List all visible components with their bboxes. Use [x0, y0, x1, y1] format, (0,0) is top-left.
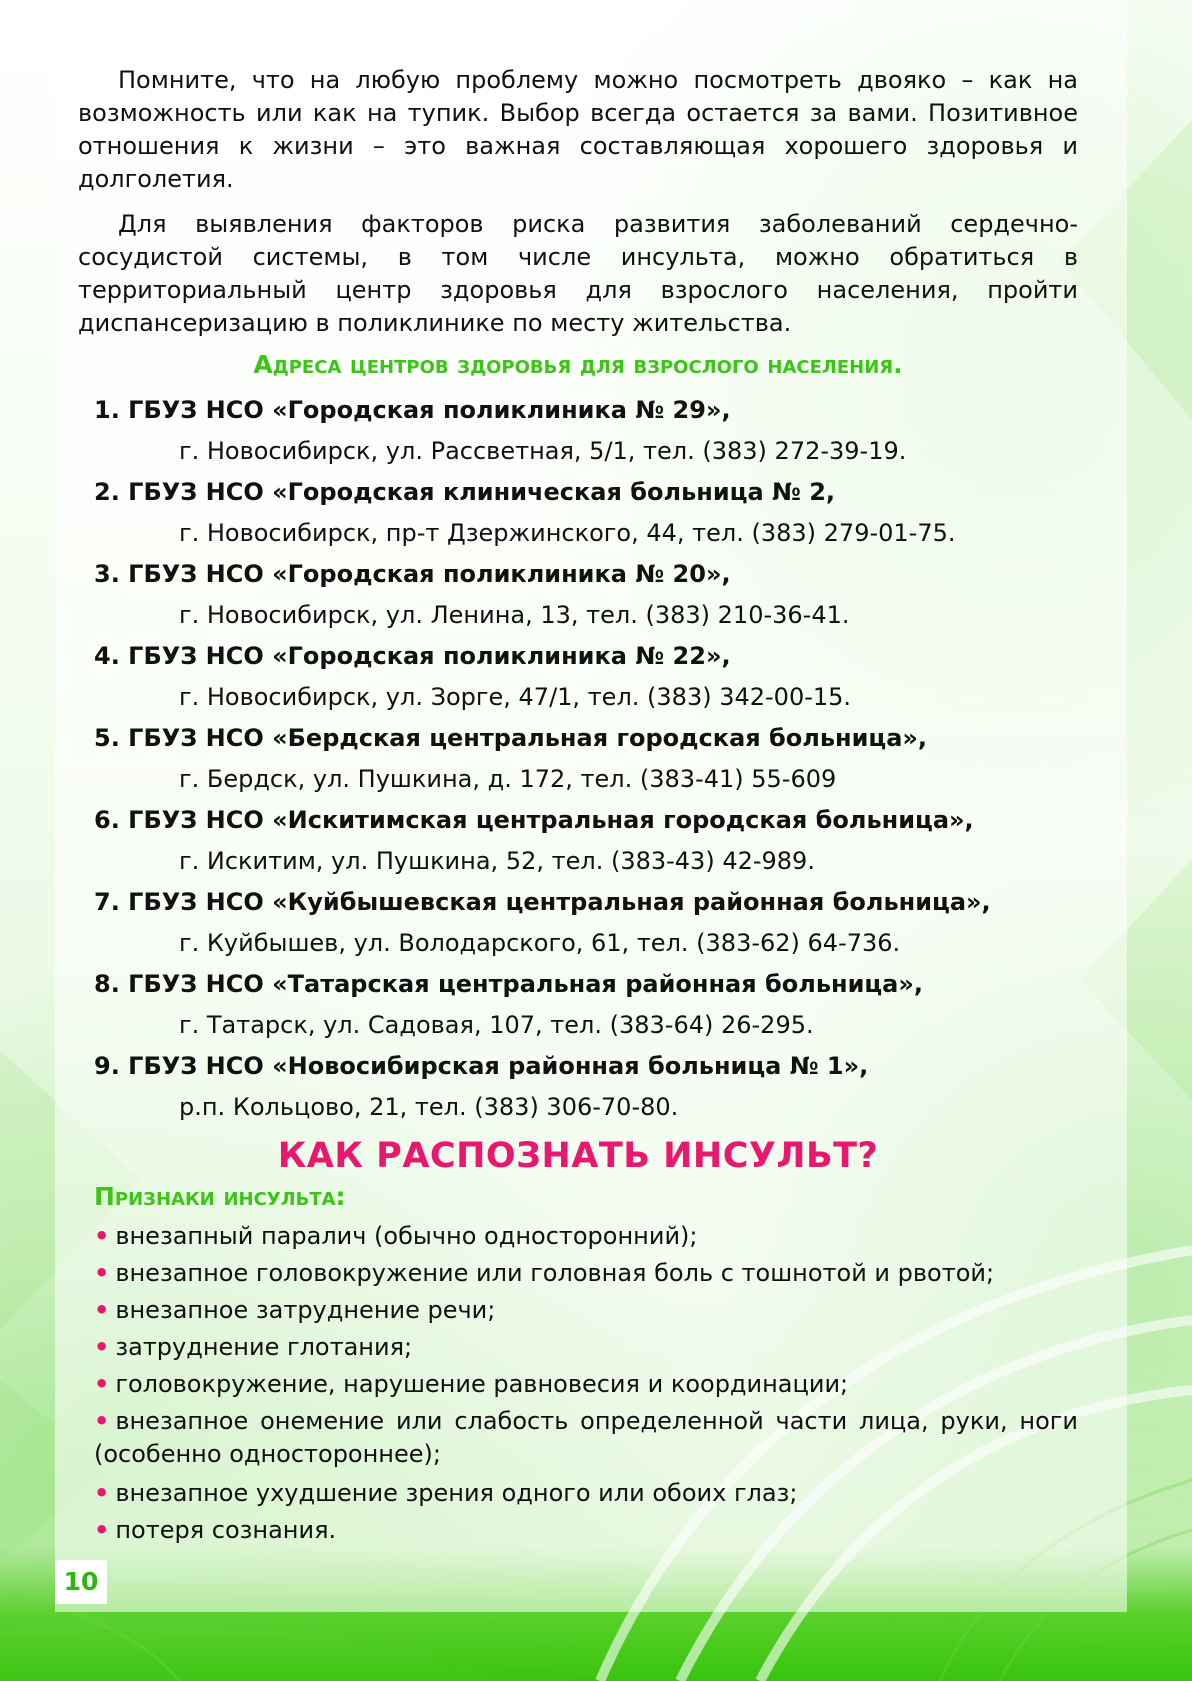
address-line: г. Новосибирск, ул. Зорге, 47/1, тел. (383) 342-00-15.	[179, 683, 852, 711]
address-line: г. Татарск, ул. Садовая, 107, тел. (383-64) 26-295.	[179, 1011, 814, 1039]
sign-text: затруднение глотания;	[115, 1333, 413, 1361]
stroke-recognition-title: КАК РАСПОЗНАТЬ ИНСУЛЬТ?	[277, 1136, 879, 1176]
list-item	[94, 1294, 1078, 1327]
sign-text: внезапный паралич (обычно односторонний);	[115, 1222, 698, 1250]
bullet-marker: •	[94, 1222, 110, 1250]
address-line: г. Куйбышев, ул. Володарского, 61, тел. (383-62) 64-736.	[179, 929, 901, 957]
list-item	[94, 1331, 1078, 1364]
address-title: 7. ГБУЗ НСО «Куйбышевская центральная районная больница»,	[94, 888, 991, 916]
address-line: г. Бердск, ул. Пушкина, д. 172, тел. (383-41) 55-609	[179, 765, 837, 793]
address-title: 6. ГБУЗ НСО «Искитимская центральная городская больница»,	[94, 806, 974, 834]
address-line: р.п. Кольцово, 21, тел. (383) 306-70-80.	[179, 1093, 679, 1121]
bullet-marker: •	[94, 1407, 110, 1435]
sign-text: головокружение, нарушение равновесия и координации;	[115, 1370, 849, 1398]
list-item	[94, 1514, 1078, 1547]
stroke-signs-heading: Признаки инсульта:	[94, 1182, 346, 1211]
page-number: 10	[55, 1560, 107, 1604]
bullet-marker: •	[94, 1516, 110, 1544]
sign-text: потеря сознания.	[115, 1516, 337, 1544]
address-line: г. Искитим, ул. Пушкина, 52, тел. (383-43) 42-989.	[179, 847, 815, 875]
address-line: г. Новосибирск, ул. Ленина, 13, тел. (383) 210-36-41.	[179, 601, 850, 629]
bullet-marker: •	[94, 1479, 110, 1507]
list-item	[94, 1220, 1078, 1253]
address-title: 1. ГБУЗ НСО «Городская поликлиника № 29»,	[94, 396, 731, 424]
bullet-marker: •	[94, 1296, 110, 1324]
list-item	[94, 1405, 1078, 1471]
sign-text: внезапное ухудшение зрения одного или обоих глаз;	[115, 1479, 798, 1507]
address-line: г. Новосибирск, ул. Рассветная, 5/1, тел. (383) 272-39-19.	[179, 437, 907, 465]
list-item	[94, 1257, 1078, 1290]
bullet-marker: •	[94, 1259, 110, 1287]
list-item	[94, 1368, 1078, 1401]
sign-text: внезапное онемение или слабость определенной части лица, руки, ноги (особенно одностороннее);	[94, 1407, 1078, 1468]
sign-text: внезапное затруднение речи;	[115, 1296, 496, 1324]
intro-paragraph-2: Для выявления факторов риска развития заболеваний сердечно-сосудистой системы, в том числе инсульта, можно обратиться в территориальный центр здоровья для взрослого населения, пройти диспансеризацию в поликлинике по месту жительства.	[78, 210, 1078, 337]
list-item	[94, 1477, 1078, 1510]
sign-text: внезапное головокружение или головная боль с тошнотой и рвотой;	[115, 1259, 995, 1287]
address-title: 8. ГБУЗ НСО «Татарская центральная районная больница»,	[94, 970, 923, 998]
address-line: г. Новосибирск, пр-т Дзержинского, 44, тел. (383) 279-01-75.	[179, 519, 956, 547]
intro-paragraph-1: Помните, что на любую проблему можно посмотреть двояко – как на возможность или как на тупик. Выбор всегда остается за вами. Позитивное отношения к жизни – это важная составляющая хорошего здоровья и долголетия.	[78, 66, 1078, 193]
bullet-marker: •	[94, 1370, 110, 1398]
address-title: 2. ГБУЗ НСО «Городская клиническая больница № 2,	[94, 478, 836, 506]
addresses-heading: Адреса центров здоровья для взрослого населения.	[253, 350, 903, 379]
address-title: 5. ГБУЗ НСО «Бердская центральная городская больница»,	[94, 724, 928, 752]
bullet-marker: •	[94, 1333, 110, 1361]
address-title: 9. ГБУЗ НСО «Новосибирская районная больница № 1»,	[94, 1052, 869, 1080]
address-title: 3. ГБУЗ НСО «Городская поликлиника № 20»,	[94, 560, 731, 588]
address-title: 4. ГБУЗ НСО «Городская поликлиника № 22»,	[94, 642, 731, 670]
